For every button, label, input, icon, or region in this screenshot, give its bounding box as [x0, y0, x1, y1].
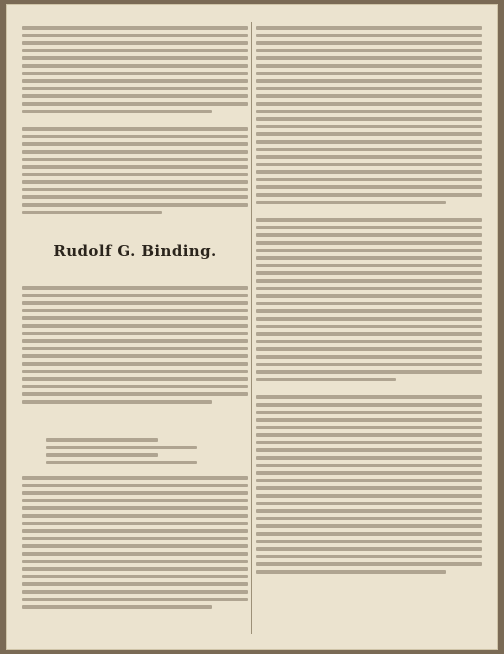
paragraph [256, 26, 482, 204]
paragraph [256, 218, 482, 381]
paragraph [22, 286, 248, 404]
column-divider [251, 22, 252, 634]
paragraph [22, 127, 248, 214]
poem-block [46, 434, 226, 468]
right-column [256, 22, 482, 634]
section-title: Rudolf G. Binding. [53, 242, 217, 260]
paragraph [22, 26, 248, 113]
left-column-bottom [22, 472, 248, 634]
document-page [6, 4, 498, 650]
paragraph [256, 395, 482, 573]
